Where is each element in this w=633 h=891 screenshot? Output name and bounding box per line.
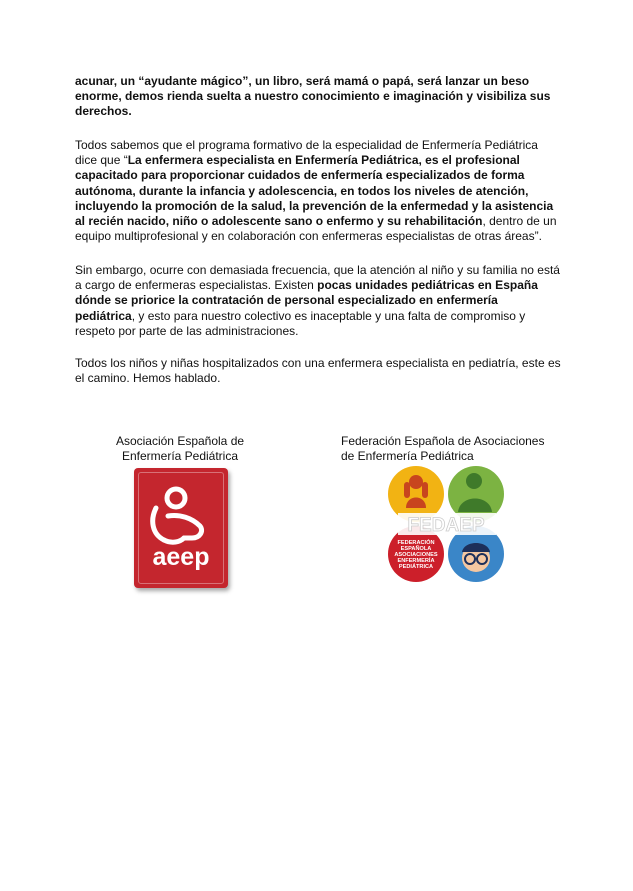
aeep-logo-text: aeep xyxy=(152,543,210,571)
fedaep-caption-line2: de Enfermería Pediátrica xyxy=(341,449,474,463)
fedaep-sub-line5: PEDIÁTRICA xyxy=(398,564,434,570)
fedaep-emblem-icon xyxy=(384,464,508,586)
aeep-caption xyxy=(100,434,260,464)
fedaep-logo xyxy=(384,464,508,586)
fedaep-sub-line1: FEDERACIÓN xyxy=(397,540,435,546)
fedaep-logo-text: FEDAEP xyxy=(407,515,485,536)
paragraph-sin-embargo xyxy=(75,263,561,339)
aeep-child-icon xyxy=(134,468,228,588)
paragraph-text: Todos sabemos que el programa formativo de la especialidad de Enfermería Pediátrica dice que “ xyxy=(75,138,538,168)
paragraph-intro xyxy=(75,74,561,120)
intro-bold-text: acunar, un “ayudante mágico”, un libro, será mamá o papá, será lanzar un beso enorme, demos rienda suelta a nuestro conocimiento e imaginación y visibiliza sus derechos. xyxy=(75,74,551,119)
paragraph-text: Sin embargo, ocurre con demasiada frecuencia, que la atención al niño y su familia no está a cargo de enfermeras especialistas. Existen xyxy=(75,263,560,293)
fedaep-sub-line3: ASOCIACIONES xyxy=(394,552,438,558)
paragraph-text: , dentro de un equipo multiprofesional y en colaboración con enfermeras especialistas de otras áreas”. xyxy=(75,214,557,244)
emphasis-bold-text: pocas unidades pediátricas en España dónde se priorice la contratación de personal especializado en enfermería pediátrica xyxy=(75,278,538,323)
paragraph-programa-formativo xyxy=(75,138,561,244)
paragraph-text: Todos los niños y niñas hospitalizados con una enfermera especialista en pediatría, este es el camino. Hemos hablado. xyxy=(75,356,561,386)
aeep-logo xyxy=(134,468,228,588)
fedaep-sub-line2: ESPAÑOLA xyxy=(400,546,432,552)
paragraph-conclusion xyxy=(75,356,561,386)
aeep-caption-line2: Enfermería Pediátrica xyxy=(121,449,239,463)
quote-bold-text: La enfermera especialista en Enfermería Pediátrica, es el profesional capacitado para proporcionar cuidados de enfermería especializados de forma autónoma, durante la infancia y adolescencia, en todos los niveles de atención, incluyendo la promoción de la salud, la prevención de la enfermedad y la asistencia al recién nacido, niño o adolescente sano o enfermo y su rehabilitación xyxy=(75,153,554,229)
fedaep-sub-line4: ENFERMERÍA xyxy=(397,558,435,564)
fedaep-caption-line1: Federación Española de Asociaciones xyxy=(341,434,545,448)
aeep-caption-line1: Asociación Española de xyxy=(115,434,245,448)
paragraph-text: , y esto para nuestro colectivo es inaceptable y una falta de compromiso y respeto por parte de las administraciones. xyxy=(75,308,526,338)
fedaep-caption xyxy=(341,434,561,464)
